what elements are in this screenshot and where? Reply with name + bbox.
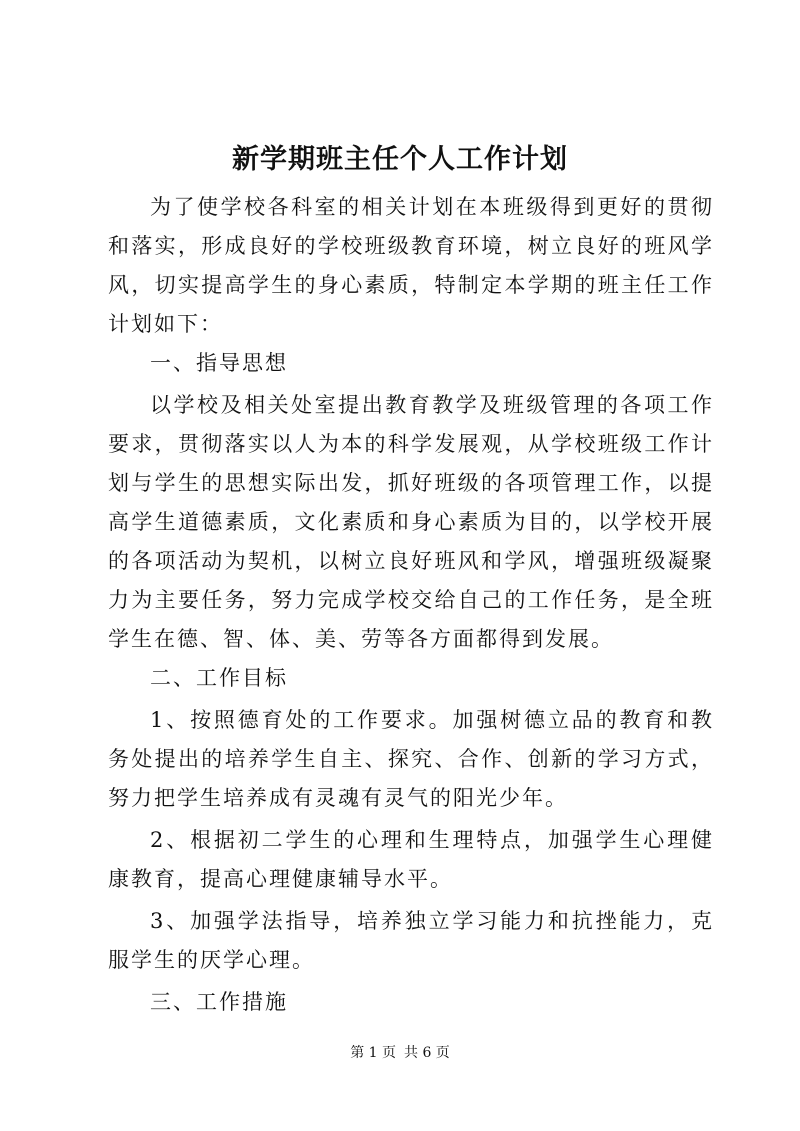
document-body [108,188,714,1025]
page-number: 第 1 页 [350,1045,396,1061]
goal-item-1: 1、按照德育处的工作要求。加强树德立品的教育和教务处提出的培养学生自主、探究、合作、创新的学习方式，努力把学生培养成有灵魂有灵气的阳光少年。 [108,708,714,810]
section-heading-guiding-ideology: 一、指导思想 [150,351,288,375]
page-footer [0,1043,800,1063]
guiding-ideology-paragraph: 以学校及相关处室提出教育教学及班级管理的各项工作要求，贯彻落实以人为本的科学发展观，从学校班级工作计划与学生的思想实际出发，抓好班级的各项管理工作，以提高学生道德素质，文化素质和身心素质为目的，以学校开展的各项活动为契机，以树立良好班风和学风，增强班级凝聚力为主要任务，努力完成学校交给自己的工作任务，是全班学生在德、智、体、美、劳等各方面都得到发展。 [108,393,714,651]
section-heading-work-measures: 三、工作措施 [150,990,288,1014]
page-total: 共 6 页 [404,1045,450,1061]
goal-item-2: 2、根据初二学生的心理和生理特点，加强学生心理健康教育，提高心理健康辅导水平。 [108,828,714,891]
intro-paragraph: 为了使学校各科室的相关计划在本班级得到更好的贯彻和落实，形成良好的学校班级教育环境，树立良好的班风学风，切实提高学生的身心素质，特制定本学期的班主任工作计划如下： [108,195,714,336]
document-title: 新学期班主任个人工作计划 [232,144,568,175]
goal-item-3: 3、加强学法指导，培养独立学习能力和抗挫能力，克服学生的厌学心理。 [108,909,714,972]
section-heading-work-goals: 二、工作目标 [150,666,288,690]
